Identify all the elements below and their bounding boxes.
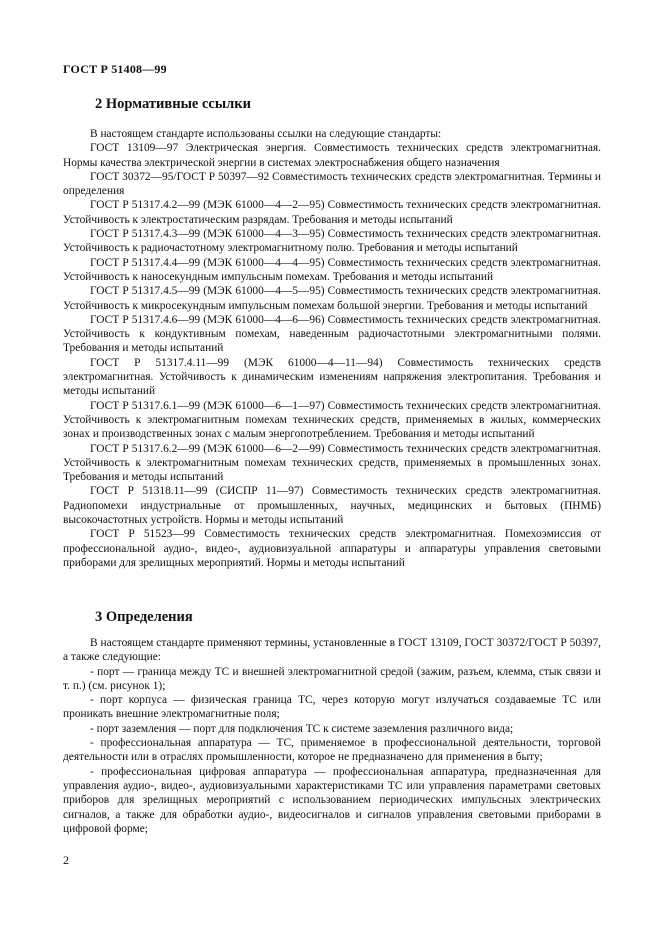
definition-item: - профессиональная аппаратура — ТС, применяемое в профессиональной деятельности, торговой деятельности или в отраслях промышленности, которое не предназначено для применения в быту; <box>63 737 601 764</box>
definition-item: - профессиональная цифровая аппаратура — профессиональная аппаратура, предназначенная для управления аудио-, видео-, аудиовизуальными характеристиками ТС или управления параметрами световых приборов для зрелищных мероприятий с использованием периодических импульсных электрических сигналов, а также для обработки аудио-, видеосигналов и сигналов управления световыми приборами в цифровой форме; <box>63 765 601 835</box>
reference-item: ГОСТ Р 51317.4.2—99 (МЭК 61000—4—2—95) Совместимость технических средств электромагнитная. Устойчивость к электростатическим разрядам. Требования и методы испытаний <box>63 199 601 226</box>
reference-item: ГОСТ Р 51318.11—99 (СИСПР 11—97) Совместимость технических средств электромагнитная. Радиопомехи индустриальные от промышленных, научных, медицинских и бытовых (ПНМБ) высокочастотных устройств. Нормы и методы испытаний <box>63 485 601 527</box>
section-2-title: 2 Нормативные ссылки <box>95 96 251 112</box>
definition-item: - порт — граница между ТС и внешней электромагнитной средой (зажим, разъем, клемма, стык связи и т. п.) (см. рисунок 1); <box>63 665 601 692</box>
section-3-title: 3 Определения <box>95 609 193 625</box>
reference-item: ГОСТ Р 51317.4.4—99 (МЭК 61000—4—4—95) Совместимость технических средств электромагнитная. Устойчивость к наносекундным импульсным помехам. Требования и методы испытаний <box>63 256 601 283</box>
definition-item: - порт заземления — порт для подключения ТС к системе заземления различного вида; <box>90 722 514 735</box>
reference-item: ГОСТ Р 51317.4.5—99 (МЭК 61000—4—5—95) Совместимость технических средств электромагнитная. Устойчивость к микросекундным импульсным помехам большой энергии. Требования и методы испытаний <box>63 285 601 312</box>
reference-item: ГОСТ Р 51317.6.2—99 (МЭК 61000—6—2—99) Совместимость технических средств электромагнитная. Устойчивость к электромагнитным помехам технических средств, применяемых в промышленных зонах. Требования и методы испытаний <box>63 442 601 484</box>
paragraph: В настоящем стандарте использованы ссылки на следующие стандарты: <box>90 128 442 140</box>
reference-item: ГОСТ 13109—97 Электрическая энергия. Совместимость технических средств электромагнитная. Нормы качества электрической энергии в системах электроснабжения общего назначения <box>63 142 601 169</box>
reference-item: ГОСТ Р 51523—99 Совместимость технических средств электромагнитная. Помехоэмиссия от профессиональной аудио-, видео-, аудиовизуальной аппаратуры и аппаратуры управления световыми приборами для зрелищных мероприятий. Нормы и методы испытаний <box>63 528 601 569</box>
reference-item: ГОСТ 30372—95/ГОСТ Р 50397—92 Совместимость технических средств электромагнитная. Термины и определения <box>63 170 601 198</box>
section-3-body <box>63 636 601 836</box>
section-2-body <box>63 127 601 570</box>
reference-item: ГОСТ Р 51317.6.1—99 (МЭК 61000—6—1—97) Совместимость технических средств электромагнитная. Устойчивость к электромагнитным помехам технических средств, применяемых в жилых, коммерческих зонах и производственных зонах с малым энергопотреблением. Требования и методы испытаний <box>63 399 601 441</box>
paragraph: В настоящем стандарте применяют термины, установленные в ГОСТ 13109, ГОСТ 30372/ГОСТ Р 50397, а также следующие: <box>63 637 601 664</box>
document-code-header: ГОСТ Р 51408—99 <box>63 62 167 76</box>
reference-item: ГОСТ Р 51317.4.3—99 (МЭК 61000—4—3—95) Совместимость технических средств электромагнитная. Устойчивость к радиочастотному электромагнитному полю. Требования и методы испытаний <box>63 228 601 255</box>
reference-item: ГОСТ Р 51317.4.6—99 (МЭК 61000—4—6—96) Совместимость технических средств электромагнитная. Устойчивость к кондуктивным помехам, наведенным радиочастотными электромагнитными полями. Требования и методы испытаний <box>63 313 601 355</box>
definition-item: - порт корпуса — физическая граница ТС, через которую могут излучаться создаваемые ТС или проникать внешние электромагнитные поля; <box>63 694 601 721</box>
reference-item: ГОСТ Р 51317.4.11—99 (МЭК 61000—4—11—94) Совместимость технических средств электромагнитная. Устойчивость к динамическим изменениям напряжения электропитания. Требования и методы испытаний <box>63 356 601 398</box>
page-number: 2 <box>63 853 69 867</box>
